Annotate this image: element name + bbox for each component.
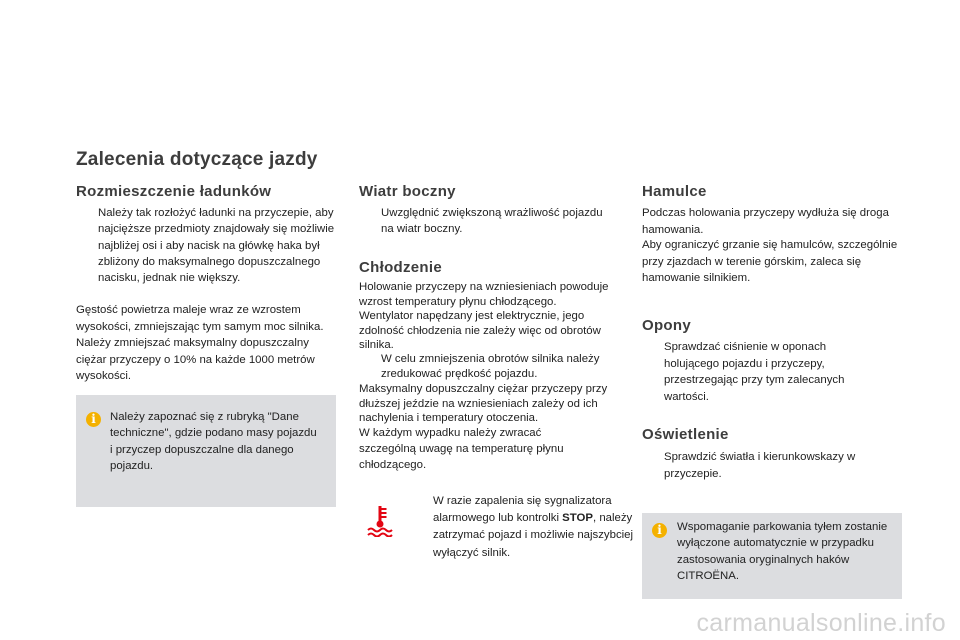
watermark: carmanualsonline.info: [696, 609, 946, 637]
heading-cooling: Chłodzenie: [359, 259, 443, 276]
info-box-text: Wspomaganie parkowania tyłem zostanie wyłączone automatycznie w przypadku zastosowania oryginalnych haków CITROËNA.: [677, 521, 888, 582]
cooling-paragraph-3: Maksymalny dopuszczalny ciężar przyczepy przy dłuższej jeździe na wzniesieniach zależy od ich nachylenia i temperatury otoczenia.: [359, 383, 608, 424]
page-title: Zalecenia dotyczące jazdy: [76, 149, 318, 170]
bullet-load-distribution: Należy tak rozłożyć ładunki na przyczepie, aby najcięższe przedmioty znajdowały się możliwie najbliżej osi i aby nacisk na główkę haka był zbliżony do maksymalnego dopuszczalnego nacisku, jednak nie większy.: [98, 207, 335, 285]
bullet-warning-stop: W razie zapalenia się sygnalizatora alarmowego lub kontrolki STOP, należy zatrzymać pojazd i możliwie najszybciej wyłączyć silnik.: [433, 495, 634, 559]
heading-brakes: Hamulce: [642, 183, 707, 200]
bullet-crosswind: Uwzględnić zwiększoną wrażliwość pojazdu na wiatr boczny.: [381, 207, 603, 236]
info-box-technical-data: [76, 395, 336, 507]
cooling-paragraph-4: W każdym wypadku należy zwracać szczególną uwagę na temperaturę płynu chłodzącego.: [359, 427, 564, 471]
brakes-paragraph-1: Podczas holowania przyczepy wydłuża się droga hamowania.: [642, 207, 889, 236]
cooling-paragraph-1: Holowanie przyczepy na wzniesieniach powoduje wzrost temperatury płynu chłodzącego.: [359, 281, 609, 308]
info-icon: i: [652, 523, 667, 538]
info-icon: i: [86, 412, 101, 427]
heading-tyres: Opony: [642, 317, 691, 334]
paragraph-air-density: Gęstość powietrza maleje wraz ze wzrostem wysokości, zmniejszając tym samym moc silnika. Należy zmniejszać maksymalny dopuszczalny ciężar przyczepy o 10% na każde 1000 metrów wysokości.: [76, 304, 324, 383]
bullet-tyres: Sprawdzać ciśnienie w oponach holującego pojazdu i przyczepy, przestrzegając przy tym zalecanych wartości.: [664, 341, 845, 403]
stop-label: STOP: [562, 512, 593, 525]
coolant-temperature-warning-icon: [365, 503, 395, 537]
heading-lighting: Oświetlenie: [642, 426, 729, 443]
bullet-lighting: Sprawdzić światła i kierunkowskazy w przyczepie.: [664, 451, 856, 480]
heading-crosswind: Wiatr boczny: [359, 183, 456, 200]
info-box-parking-assist: [642, 513, 902, 599]
brakes-paragraph-2: Aby ograniczyć grzanie się hamulców, szczególnie przy zjazdach w terenie górskim, zaleca się hamowanie silnikiem.: [642, 239, 898, 284]
info-box-text: Należy zapoznać się z rubryką "Dane techniczne", gdzie podano masy pojazdu i przyczep dopuszczalne dla danego pojazdu.: [110, 411, 317, 472]
cooling-paragraph-2: Wentylator napędzany jest elektrycznie, jego zdolność chłodzenia nie zależy więc od obrotów silnika.: [359, 310, 601, 351]
bullet-cooling: W celu zmniejszenia obrotów silnika należy zredukować prędkość pojazdu.: [381, 353, 600, 380]
heading-load-distribution: Rozmieszczenie ładunków: [76, 183, 272, 200]
